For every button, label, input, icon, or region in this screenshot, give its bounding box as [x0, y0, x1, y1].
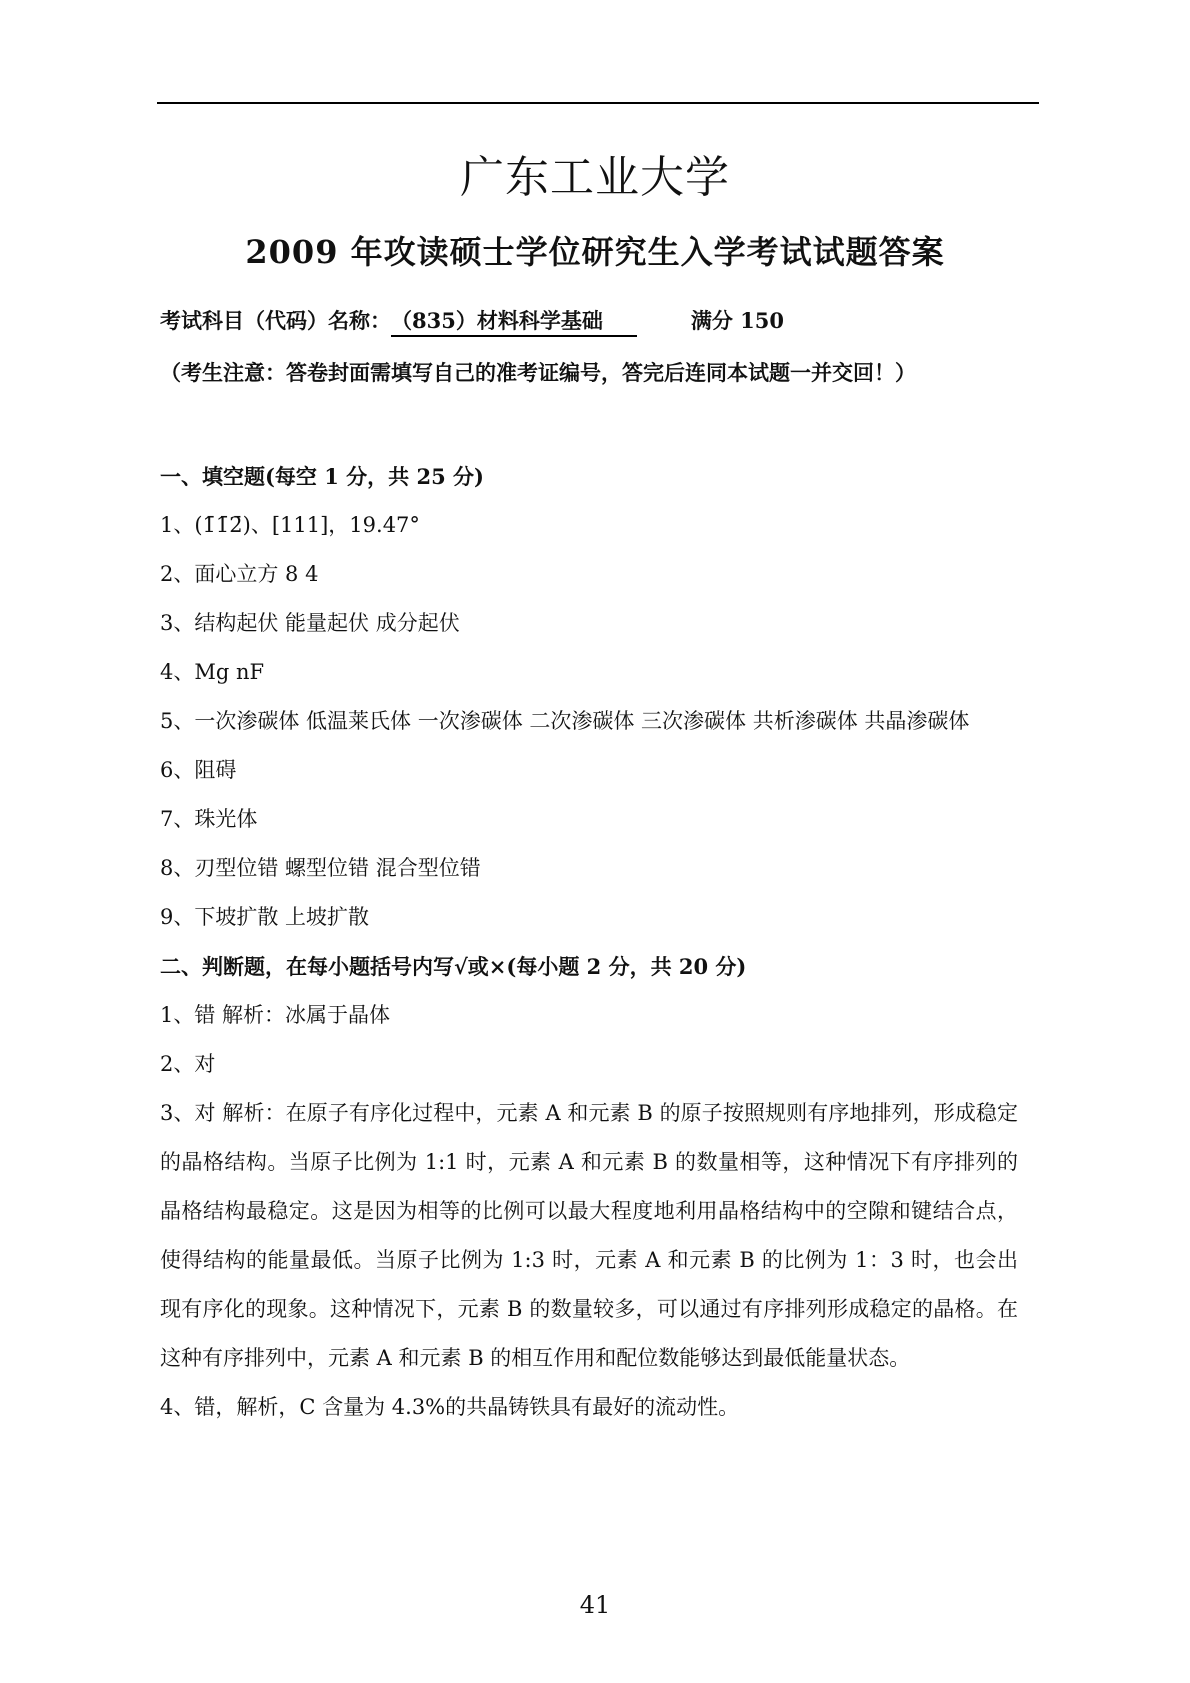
fill-blank-answer-4: 4、Mg nF [160, 660, 265, 684]
subject-code-name: （835）材料科学基础 [391, 307, 637, 337]
page-number: 41 [579, 1591, 611, 1619]
full-score: 满分 150 [690, 308, 784, 333]
fill-blank-answer-3: 3、结构起伏 能量起伏 成分起伏 [160, 611, 460, 635]
candidate-notice: （考生注意：答卷封面需填写自己的准考证编号，答完后连同本试题一并交回！） [160, 360, 916, 385]
fill-blank-answer-6: 6、阻碍 [160, 758, 237, 782]
fill-blank-answer-8: 8、刃型位错 螺型位错 混合型位错 [160, 856, 481, 880]
true-false-answer-3: 3、对 解析：在原子有序化过程中，元素 A 和元素 B 的原子按照规则有序地排列，形成稳定的晶格结构。当原子比例为 1:1 时，元素 A 和元素 B 的数量相等，这种情况下有序排列的晶格结构最稳定。这是因为相等的比例可以最大程度地利用晶格结构中的空隙和键结合点，使得结构的能量最低。当原子比例为 1:3 时，元素 A 和元素 B 的比例为 1：3 时，也会出现有序化的现象。这种情况下，元素 B 的数量较多，可以通过有序排列形成稳定的晶格。在这种有序排列中，元素 A 和元素 B 的相互作用和配位数能够达到最低能量状态。 [160, 1101, 1018, 1370]
true-false-answer-2: 2、对 [160, 1052, 216, 1076]
fill-blank-answer-2: 2、面心立方 8 4 [160, 562, 319, 586]
exam-title: 2009 年攻读硕士学位研究生入学考试试题答案 [245, 233, 945, 271]
header-rule [157, 102, 1039, 104]
fill-blank-answer-9: 9、下坡扩散 上坡扩散 [160, 905, 370, 929]
fill-blank-answer-5: 5、一次渗碳体 低温莱氏体 一次渗碳体 二次渗碳体 三次渗碳体 共析渗碳体 共晶渗碳体 [160, 709, 970, 733]
fill-blank-answer-7: 7、珠光体 [160, 807, 258, 831]
subject-label: 考试科目（代码）名称： [160, 308, 391, 333]
section-heading-true-false: 二、判断题，在每小题括号内写√或×(每小题 2 分，共 20 分) [160, 954, 747, 979]
answer-body [160, 452, 1018, 1432]
fill-blank-answer-1: 1、(1̄1̄2̄)、[111]，19.47° [160, 513, 420, 537]
subject-line [160, 304, 784, 338]
true-false-answer-4: 4、错，解析，C 含量为 4.3%的共晶铸铁具有最好的流动性。 [160, 1395, 740, 1419]
true-false-answer-1: 1、错 解析：冰属于晶体 [160, 1003, 391, 1027]
section-heading-fill-blank: 一、填空题(每空 1 分，共 25 分) [160, 464, 484, 489]
university-name: 广东工业大学 [460, 152, 730, 203]
